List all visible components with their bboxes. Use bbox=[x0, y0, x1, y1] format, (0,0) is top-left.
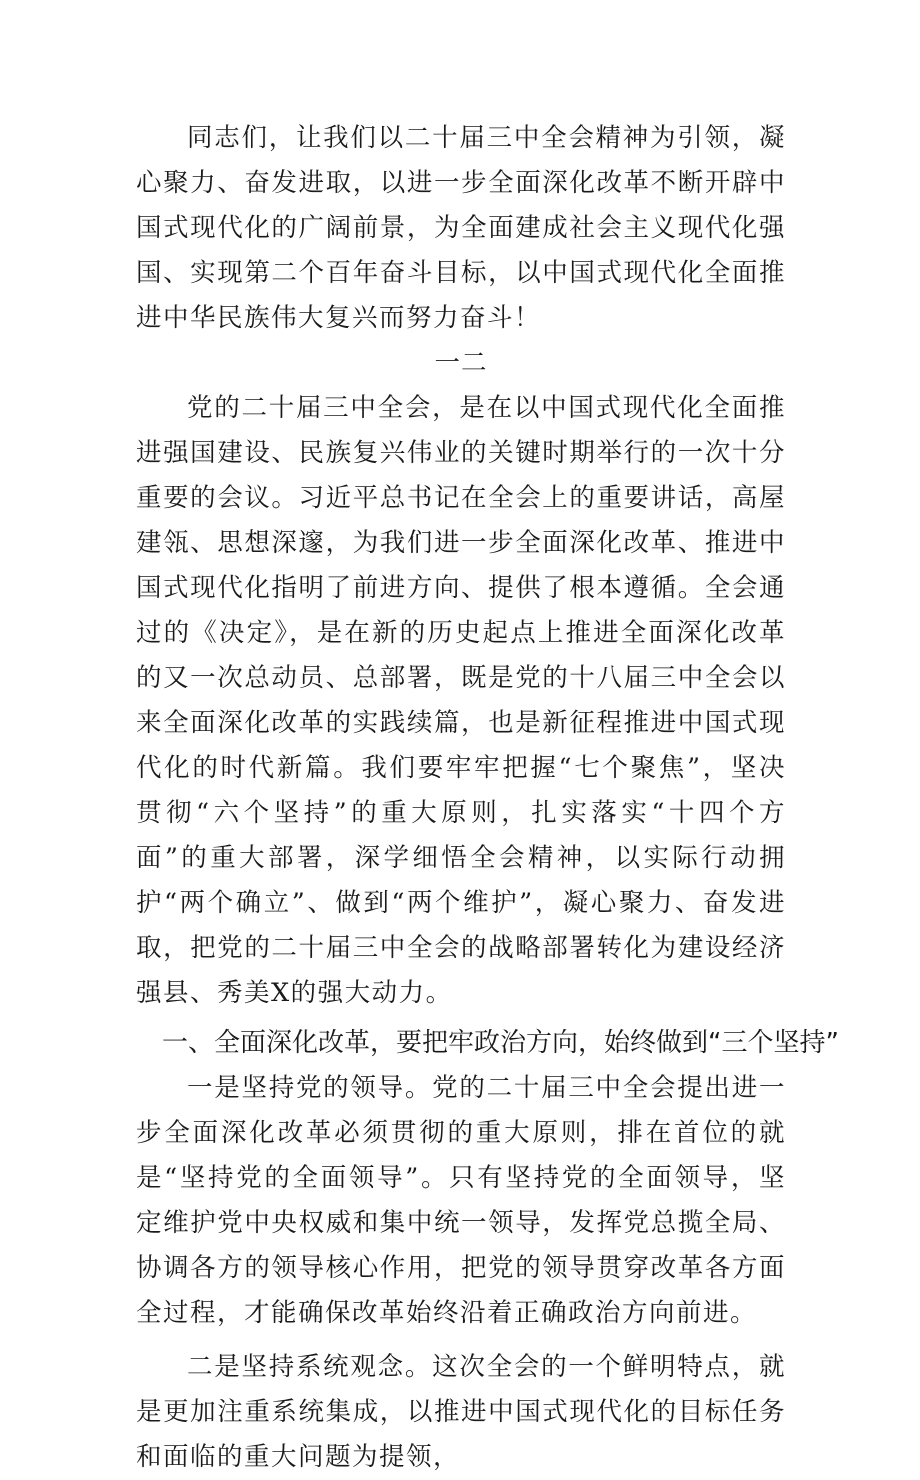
paragraph-party-leadership: 一是坚持党的领导。党的二十届三中全会提出进一步全面深化改革必须贯彻的重大原则，排在首位的就是“坚持党的全面领导”。只有坚持党的全面领导，坚定维护党中央权威和集中统一领导，发挥党总揽全局、协调各方的领导核心作用，把党的领导贯穿改革各方面全过程，才能确保改革始终沿着正确政治方向前进。 bbox=[136, 1073, 786, 1328]
paragraph-systems-view: 二是坚持系统观念。这次全会的一个鲜明特点，就是更加注重系统集成，以推进中国式现代化的目标任务和面临的重大问题为提领， bbox=[136, 1352, 786, 1472]
paragraph-plenum-overview: 党的二十届三中全会，是在以中国式现代化全面推进强国建设、民族复兴伟业的关键时期举行的一次十分重要的会议。习近平总书记在全会上的重要讲话，高屋建瓴、思想深邃，为我们进一步全面深化改革、推进中国式现代化指明了前进方向、提供了根本遵循。全会通过的《决定》，是在新的历史起点上推进全面深化改革的又一次总动员、总部署，既是党的十八届三中全会以来全面深化改革的实践续篇，也是新征程推进中国式现代化的时代新篇。我们要牢牢把握“七个聚焦”，坚决贯彻“六个坚持”的重大原则，扎实落实“十四个方面”的重大部署，深学细悟全会精神，以实际行动拥护“两个确立”、做到“两个维护”，凝心聚力、奋发进取，把党的二十届三中全会的战略部署转化为建设经济强县、秀美X的强大动力。 bbox=[136, 393, 786, 1008]
section-heading-political-direction: 一、全面深化改革，要把牢政治方向，始终做到“三个坚持” bbox=[162, 1028, 839, 1058]
section-separator: 一二 bbox=[434, 348, 488, 378]
paragraph-closing-call: 同志们，让我们以二十届三中全会精神为引领，凝心聚力、奋发进取，以进一步全面深化改革不断开辟中国式现代化的广阔前景，为全面建成社会主义现代化强国、实现第二个百年奋斗目标，以中国式现代化全面推进中华民族伟大复兴而努力奋斗！ bbox=[136, 123, 786, 333]
document-body bbox=[136, 116, 839, 1480]
